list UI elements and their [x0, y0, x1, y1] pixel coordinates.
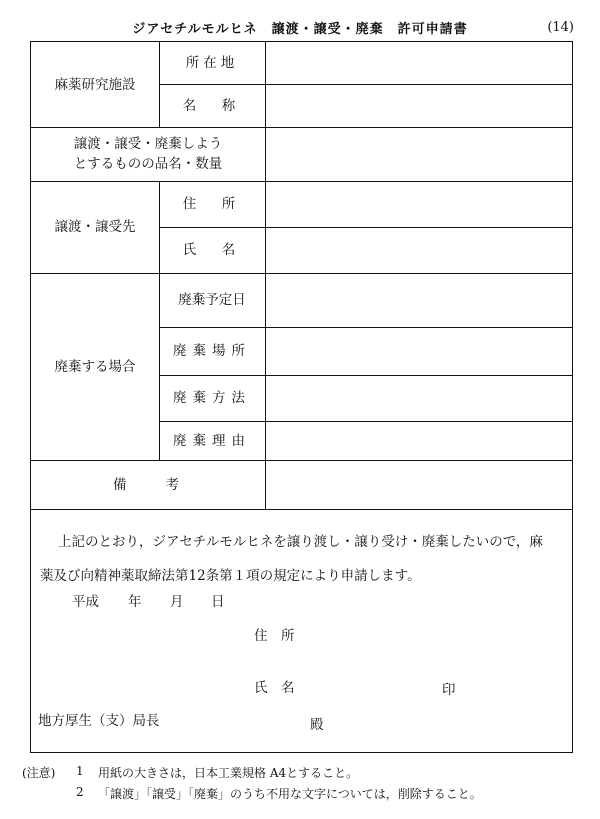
- disposal-place-field[interactable]: [266, 327, 572, 375]
- counterparty-name-label: 氏 名: [182, 242, 242, 258]
- date-day-label: 日: [211, 594, 225, 610]
- disposal-reason-field[interactable]: [266, 421, 572, 460]
- notes-heading: (注意): [22, 766, 56, 780]
- note-1-text: 用紙の大きさは，日本工業規格 A4とすること。: [98, 766, 359, 780]
- seal-mark: 印: [442, 682, 456, 698]
- note-2-text: 「譲渡」「譲受」「廃棄」のうち不用な文字については，削除すること。: [98, 787, 482, 801]
- document-title: [0, 18, 600, 37]
- disposal-date-field[interactable]: [266, 273, 572, 327]
- counterparty-label: 譲渡・譲受先: [54, 219, 136, 235]
- declaration-line-1: 上記のとおり，ジアセチルモルヒネを譲り渡し・譲り受け・廃棄したいので，麻: [58, 534, 543, 550]
- facility-address-label: 所在地: [185, 55, 239, 71]
- title-document-type: 許可申請書: [397, 22, 468, 37]
- disposal-label: 廃棄する場合: [54, 358, 136, 375]
- remarks-label: 備 考: [113, 476, 183, 493]
- title-substance: ジアセチルモルヒネ: [132, 22, 258, 37]
- note-2-number: 2: [76, 785, 84, 799]
- item-label: [31, 127, 265, 181]
- disposal-method-label: 廃棄方法: [173, 390, 251, 406]
- date-era: 平成: [72, 594, 99, 610]
- note-1-number: 1: [76, 764, 84, 778]
- honorific: 殿: [310, 717, 324, 733]
- date-month-label: 月: [170, 594, 184, 610]
- facility-address-field[interactable]: [266, 42, 572, 84]
- disposal-place-label: 廃棄場所: [173, 343, 251, 359]
- counterparty-name-field[interactable]: [266, 227, 572, 273]
- applicant-address-label: 住 所: [254, 628, 295, 644]
- facility-name-label: 名 称: [182, 97, 242, 114]
- counterparty-address-label: 住 所: [182, 196, 242, 212]
- item-label-line2: とするものの品名・数量: [73, 156, 223, 172]
- declaration-line-2: 薬及び向精神薬取締法第12条第１項の規定により申請します。: [40, 568, 421, 584]
- remarks-field[interactable]: [266, 460, 572, 509]
- application-form: [30, 41, 573, 753]
- counterparty-address-field[interactable]: [266, 181, 572, 227]
- facility-name-field[interactable]: [266, 84, 572, 127]
- facility-label: 麻薬研究施設: [54, 76, 136, 93]
- page-number: (14): [547, 20, 574, 35]
- addressee: 地方厚生（支）局長: [38, 713, 160, 729]
- applicant-name-label: 氏 名: [254, 680, 295, 696]
- item-label-line1: 譲渡・譲受・廃棄しよう: [73, 136, 223, 152]
- date-year-label: 年: [128, 594, 142, 610]
- disposal-reason-label: 廃棄理由: [173, 432, 251, 449]
- item-quantity-field[interactable]: [266, 127, 572, 181]
- title-action: 譲渡・譲受・廃棄: [271, 22, 384, 37]
- disposal-date-label: 廃棄予定日: [178, 292, 246, 308]
- rule-remarks-end: [31, 509, 572, 510]
- disposal-method-field[interactable]: [266, 375, 572, 421]
